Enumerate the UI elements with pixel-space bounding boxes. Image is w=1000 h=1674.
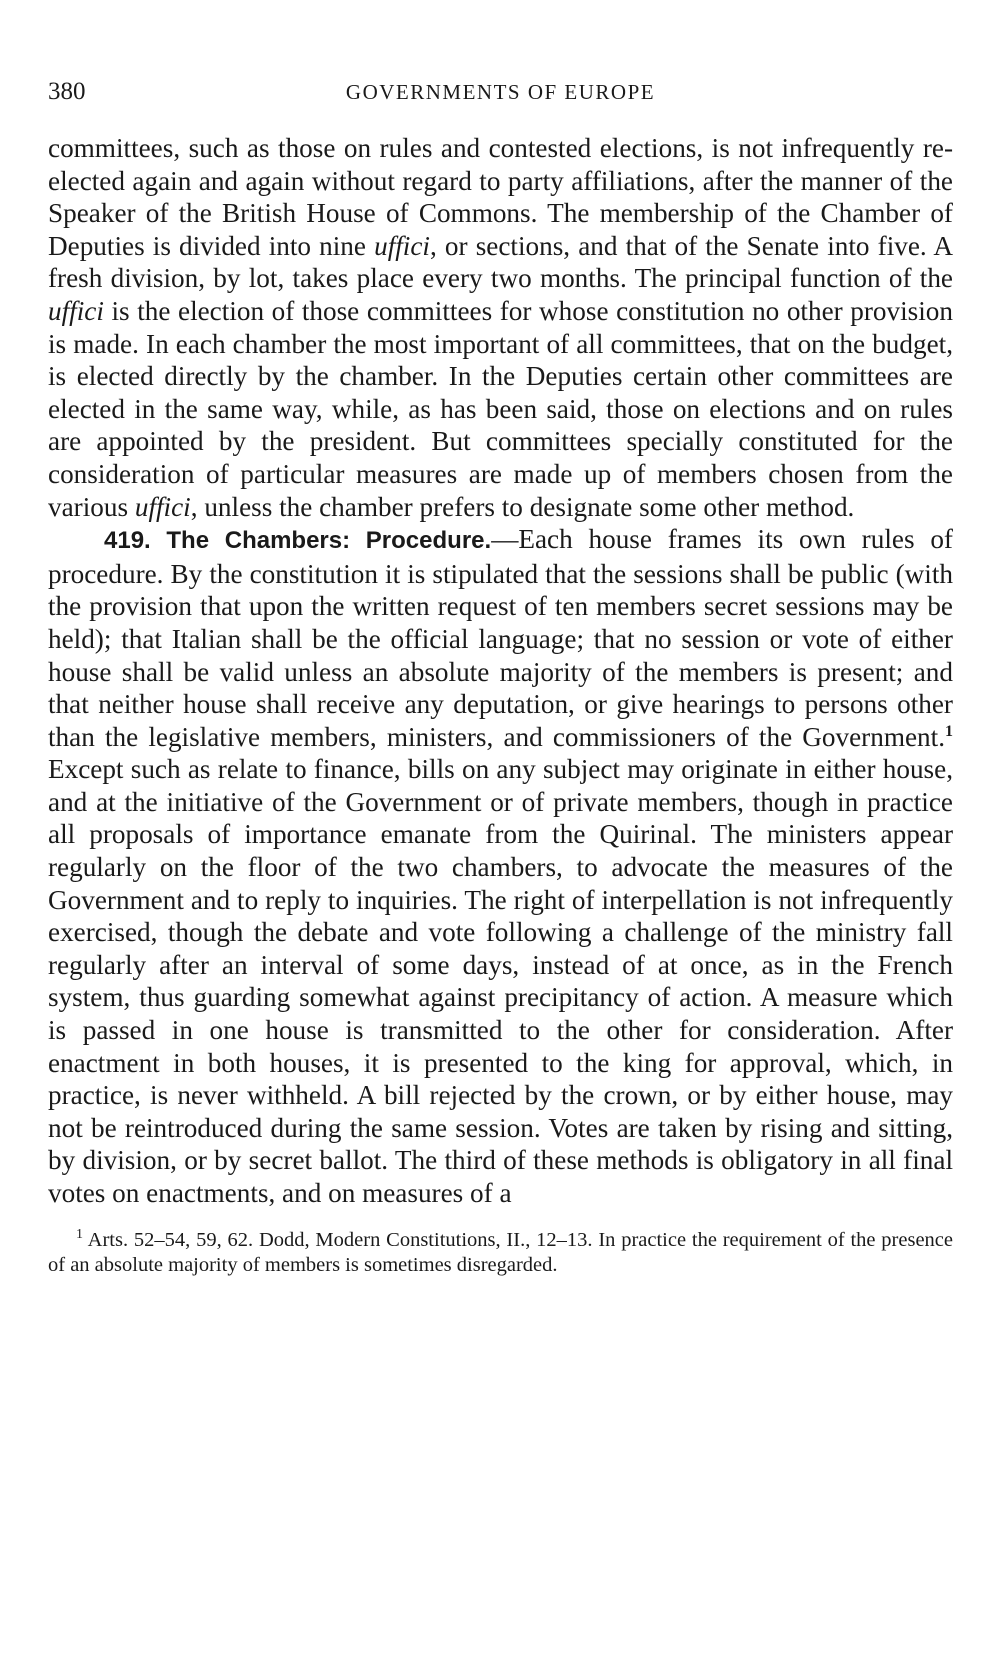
paragraph-text: , or sections, and that of the Senate into five. A fresh division, by lot, takes place every two months. The principal function of the	[48, 230, 953, 294]
footnote-reference[interactable]: 1	[945, 722, 953, 740]
footnote-mark: 1	[76, 1226, 83, 1242]
running-title: GOVERNMENTS OF EUROPE	[345, 80, 656, 104]
footnote-text: Arts. 52–54, 59, 62. Dodd, Modern Constitutions, II., 12–13. In practice the requirement of the presence of an absolute majority of members is sometimes disregarded.	[48, 1228, 953, 1276]
section-heading: 419. The Chambers: Procedure.	[104, 527, 492, 555]
footnotes	[48, 1228, 953, 1278]
running-head	[48, 70, 953, 110]
paragraph-text: —Each house frames its own rules of procedure. By the constitution it is stipulated that the sessions shall be public (with the provision that upon the written request of ten members secret sessions may be held); that Italian shall be the official language; that no session or vote of either house shall be valid unless an absolute majority of the members is present; and that neither house shall receive any deputation, or give hearings to persons other than the legislative members, ministers, and commissioners of the Government.	[48, 524, 953, 752]
paragraph-procedure	[48, 523, 953, 1209]
italic-term: uffici	[134, 491, 191, 522]
body-text	[48, 132, 953, 1210]
footnote-1	[48, 1228, 953, 1278]
paragraph-text: committees, such as those on rules and contested elections, is not infrequently re-elected again and again without regard to party affiliations, after the manner of the Speaker of the British House of Commons. The membership of the Chamber of Deputies is divided into nine	[48, 133, 953, 261]
paragraph-text: Except such as relate to finance, bills on any subject may originate in either house, and at the initiative of the Government or of private members, though in practice all proposals of importance emanate from the Quirinal. The ministers appear regularly on the floor of the two chambers, to advocate the measures of the Government and to reply to inquiries. The right of interpellation is not infrequently exercised, though the debate and vote following a challenge of the ministry fall regularly after an interval of some days, instead of at once, as in the French system, thus guarding somewhat against precipitancy of action. A measure which is passed in one house is transmitted to the other for consideration. After enactment in both houses, it is presented to the king for approval, which, in practice, is never withheld. A bill rejected by the crown, or by either house, may not be reintroduced during the same session. Votes are taken by rising and sitting, by division, or by secret ballot. The third of these methods is obligatory in all final votes on enactments, and on measures of a	[48, 754, 953, 1208]
italic-term: uffici	[48, 295, 104, 326]
page-number: 380	[48, 78, 86, 105]
paragraph-committees	[48, 132, 953, 523]
book-page	[48, 70, 953, 1278]
paragraph-text: is the election of those committees for whose constitution no other provision is made. In each chamber the most important of all committees, that on the budget, is elected directly by the chamber. In the Deputies certain other committees are elected in the same way, while, as has been said, those on elections and on rules are appointed by the president. But committees specially constituted for the consideration of particular measures are made up of members chosen from the various	[48, 295, 953, 522]
paragraph-text: , unless the chamber prefers to designate some other method.	[190, 491, 855, 522]
italic-term: uffici	[374, 230, 430, 261]
